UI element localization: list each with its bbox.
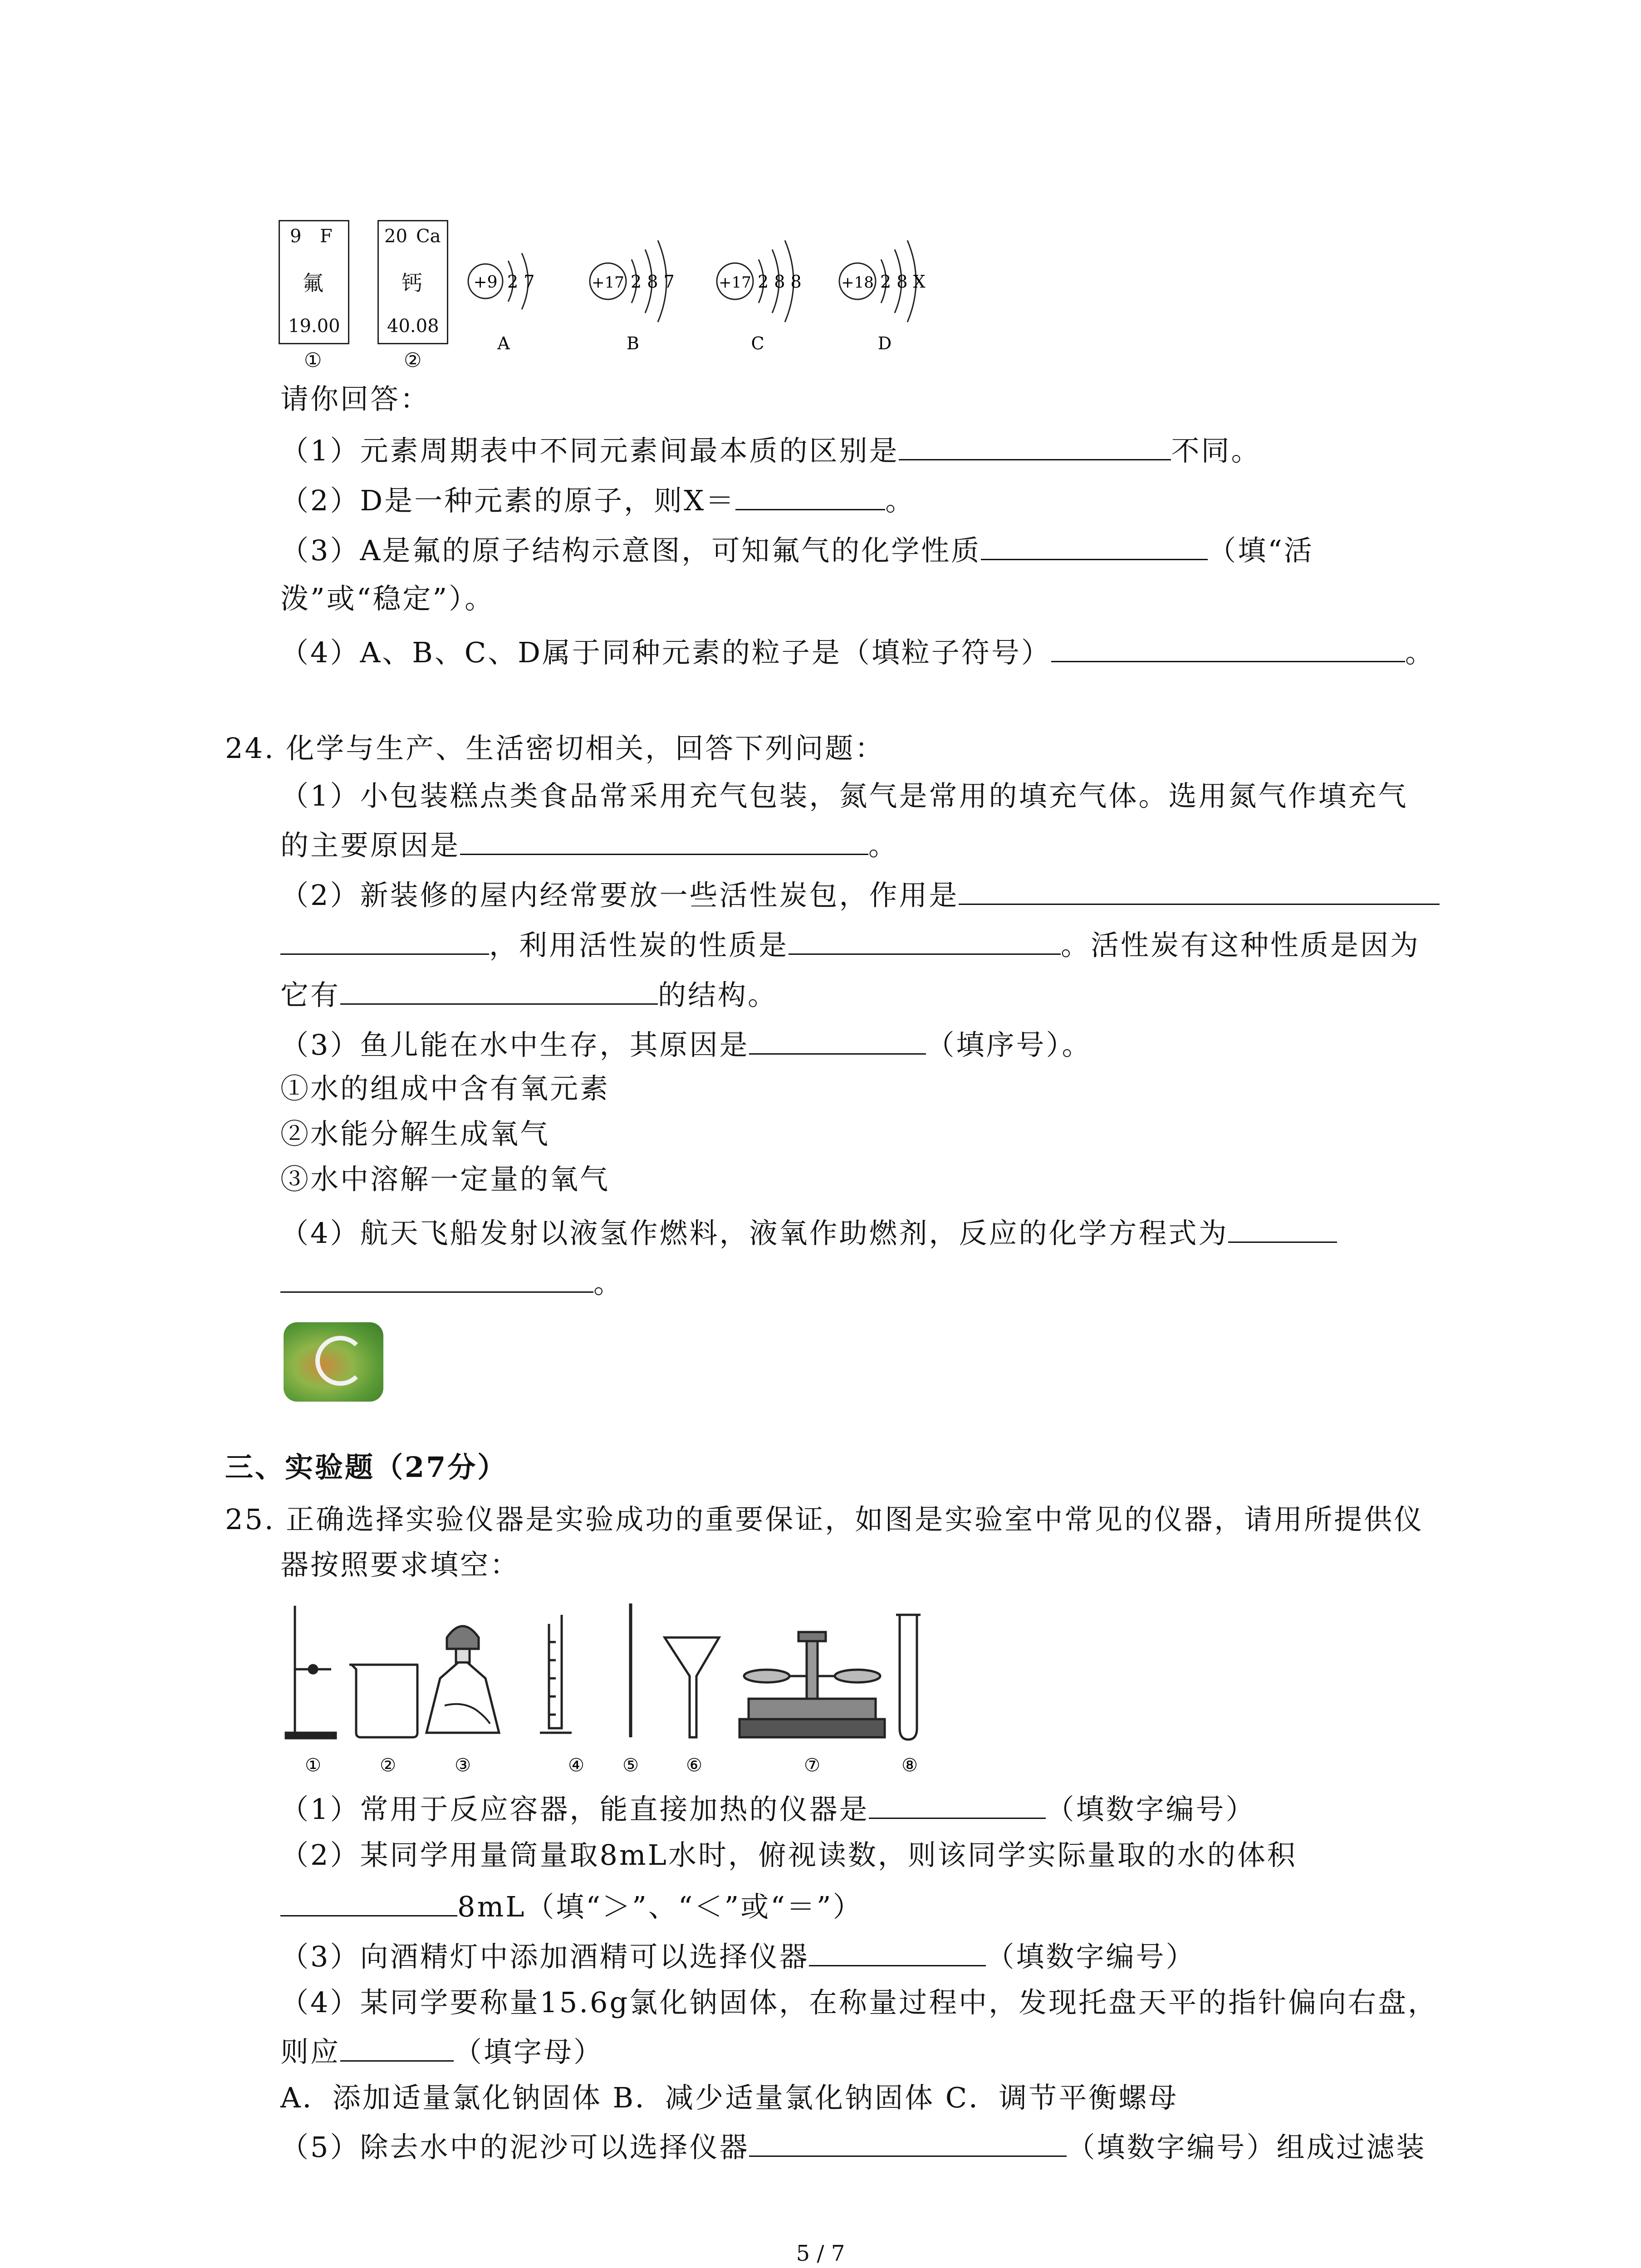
q25-part2-continued: 8mL（填“＞”、“＜”或“＝”）	[280, 1887, 863, 1925]
q23-prompt: 请你回答：	[280, 382, 431, 415]
q24-part4-continued: 。	[280, 1263, 623, 1301]
q25-part3: （3）向酒精灯中添加酒精可以选择仪器 （填数字编号）	[280, 1937, 1195, 1975]
instrument-label: ②	[380, 1755, 396, 1776]
element-symbol: F	[320, 226, 333, 247]
q24-stem: 24. 化学与生产、生活密切相关，回答下列问题：	[225, 732, 885, 765]
instrument-label: ⑦	[804, 1755, 820, 1776]
q23-part2: （2）D是一种元素的原子，则X＝ 。	[280, 481, 915, 519]
snack-package-image	[284, 1322, 383, 1402]
instrument-label: ①	[305, 1755, 321, 1776]
q24-part4: （4）航天飞船发射以液氢作燃料，液氧作助燃剂，反应的化学方程式为	[280, 1213, 1337, 1251]
q25-part5: （5）除去水中的泥沙可以选择仪器 （填数字编号）组成过滤装	[280, 2127, 1426, 2165]
atom-label: A	[497, 333, 510, 353]
q25-part4: （4）某同学要称量15.6g氯化钠固体，在称量过程中，发现托盘天平的指针偏向右盘，	[280, 1986, 1438, 2019]
atomic-number: 9	[290, 226, 302, 247]
answer-blank[interactable]	[899, 431, 1171, 460]
answer-blank[interactable]	[959, 875, 1440, 905]
q23-part3-continued: 泼”或“稳定”）。	[280, 582, 495, 615]
card-marker: ①	[304, 349, 322, 372]
q25-part2: （2）某同学用量筒量取8mL水时，俯视读数，则该同学实际量取的水的体积	[280, 1838, 1297, 1872]
q24-part1-continued: 的主要原因是 。	[280, 826, 898, 864]
instrument-label: ⑤	[622, 1755, 639, 1776]
atom-diagram-a	[468, 253, 534, 353]
nucleus-charge: +17	[592, 274, 624, 292]
atom-diagram-b	[590, 240, 675, 353]
funnel-icon	[665, 1637, 719, 1737]
nucleus-charge: +17	[719, 274, 751, 292]
electron-shells: 2 8 X	[880, 272, 926, 292]
instrument-label: ④	[568, 1755, 584, 1776]
atom-diagram-d	[839, 240, 926, 353]
answer-blank[interactable]	[809, 1937, 986, 1966]
q24-part2: （2）新装修的屋内经常要放一些活性炭包，作用是	[280, 875, 1440, 914]
answer-blank[interactable]	[280, 1263, 593, 1293]
answer-blank[interactable]	[735, 481, 885, 510]
balance-icon	[740, 1632, 885, 1737]
answer-blank[interactable]	[749, 1025, 926, 1055]
q25-part1: （1）常用于反应容器，能直接加热的仪器是 （填数字编号）	[280, 1789, 1255, 1828]
q25-part4-continued: 则应 （填字母）	[280, 2032, 603, 2070]
answer-blank[interactable]	[981, 531, 1208, 560]
electron-shells: 2 8 7	[631, 272, 675, 292]
atom-label: C	[751, 333, 764, 353]
section-title: 三、实验题（27分）	[225, 1451, 508, 1484]
periodic-card-fluorine	[279, 220, 349, 344]
lab-instruments-figure	[277, 1597, 939, 1778]
element-cards-figure	[277, 220, 957, 374]
answer-blank[interactable]	[340, 2032, 454, 2062]
q24-part1: （1）小包装糕点类食品常采用充气包装，氮气是常用的填充气体。选用氮气作填充气	[280, 779, 1408, 812]
instrument-label: ③	[455, 1755, 471, 1776]
answer-blank[interactable]	[1228, 1213, 1337, 1243]
answer-blank[interactable]	[789, 925, 1061, 955]
atom-diagrams	[458, 220, 957, 374]
answer-blank[interactable]	[280, 1887, 457, 1916]
atomic-mass: 40.08	[387, 316, 439, 337]
q24-part2-continued: ，利用活性炭的性质是 。活性炭有这种性质是因为	[280, 925, 1420, 963]
atom-diagram-c	[717, 240, 802, 353]
beaker-icon	[349, 1665, 418, 1737]
atom-label: B	[627, 333, 639, 353]
q25-stem: 25. 正确选择实验仪器是实验成功的重要保证，如图是实验室中常见的仪器，请用所提供仪	[225, 1503, 1424, 1536]
alcohol-lamp-icon	[426, 1626, 499, 1733]
answer-blank[interactable]	[460, 826, 868, 855]
test-tube-icon	[896, 1615, 921, 1740]
q25-stem-continued: 器按照要求填空：	[280, 1548, 520, 1581]
answer-blank[interactable]	[1051, 633, 1405, 662]
q24-option-1: ①水的组成中含有氧元素	[280, 1072, 610, 1105]
q23-part1: （1）元素周期表中不同元素间最本质的区别是 不同。	[280, 431, 1261, 469]
answer-blank[interactable]	[280, 925, 489, 955]
q23-part3: （3）A是氟的原子结构示意图，可知氟气的化学性质 （填“活	[280, 531, 1314, 569]
instrument-label: ⑧	[901, 1755, 918, 1776]
q24-option-2: ②水能分解生成氧气	[280, 1117, 550, 1150]
card-marker: ②	[404, 349, 422, 372]
graduated-cylinder-icon	[540, 1615, 572, 1733]
electron-shells: 2 7	[507, 272, 535, 292]
page-number: 5 / 7	[796, 2241, 845, 2266]
element-name: 氟	[303, 271, 323, 295]
nucleus-charge: +18	[841, 274, 874, 292]
answer-blank[interactable]	[340, 975, 658, 1005]
electron-shells: 2 8 8	[758, 272, 802, 292]
atomic-number: 20	[384, 226, 407, 247]
iron-stand-icon	[286, 1606, 336, 1738]
q24-part2-line3: 它有 的结构。	[280, 975, 778, 1013]
answer-blank[interactable]	[869, 1789, 1046, 1819]
atom-label: D	[877, 333, 892, 353]
q24-option-3: ③水中溶解一定量的氧气	[280, 1163, 610, 1196]
nucleus-charge: +9	[473, 273, 498, 292]
q23-part4: （4）A、B、C、D属于同种元素的粒子是（填粒子符号） 。	[280, 633, 1435, 671]
instrument-label: ⑥	[686, 1755, 702, 1776]
q24-part3: （3）鱼儿能在水中生存，其原因是 （填序号）。	[280, 1025, 1092, 1063]
atomic-mass: 19.00	[288, 316, 340, 337]
periodic-card-calcium	[377, 220, 448, 344]
q25-part4-options: A．添加适量氯化钠固体 B．减少适量氯化钠固体 C．调节平衡螺母	[280, 2081, 1179, 2114]
element-name: 钙	[402, 271, 422, 295]
answer-blank[interactable]	[749, 2127, 1067, 2157]
element-symbol: Ca	[416, 226, 441, 247]
